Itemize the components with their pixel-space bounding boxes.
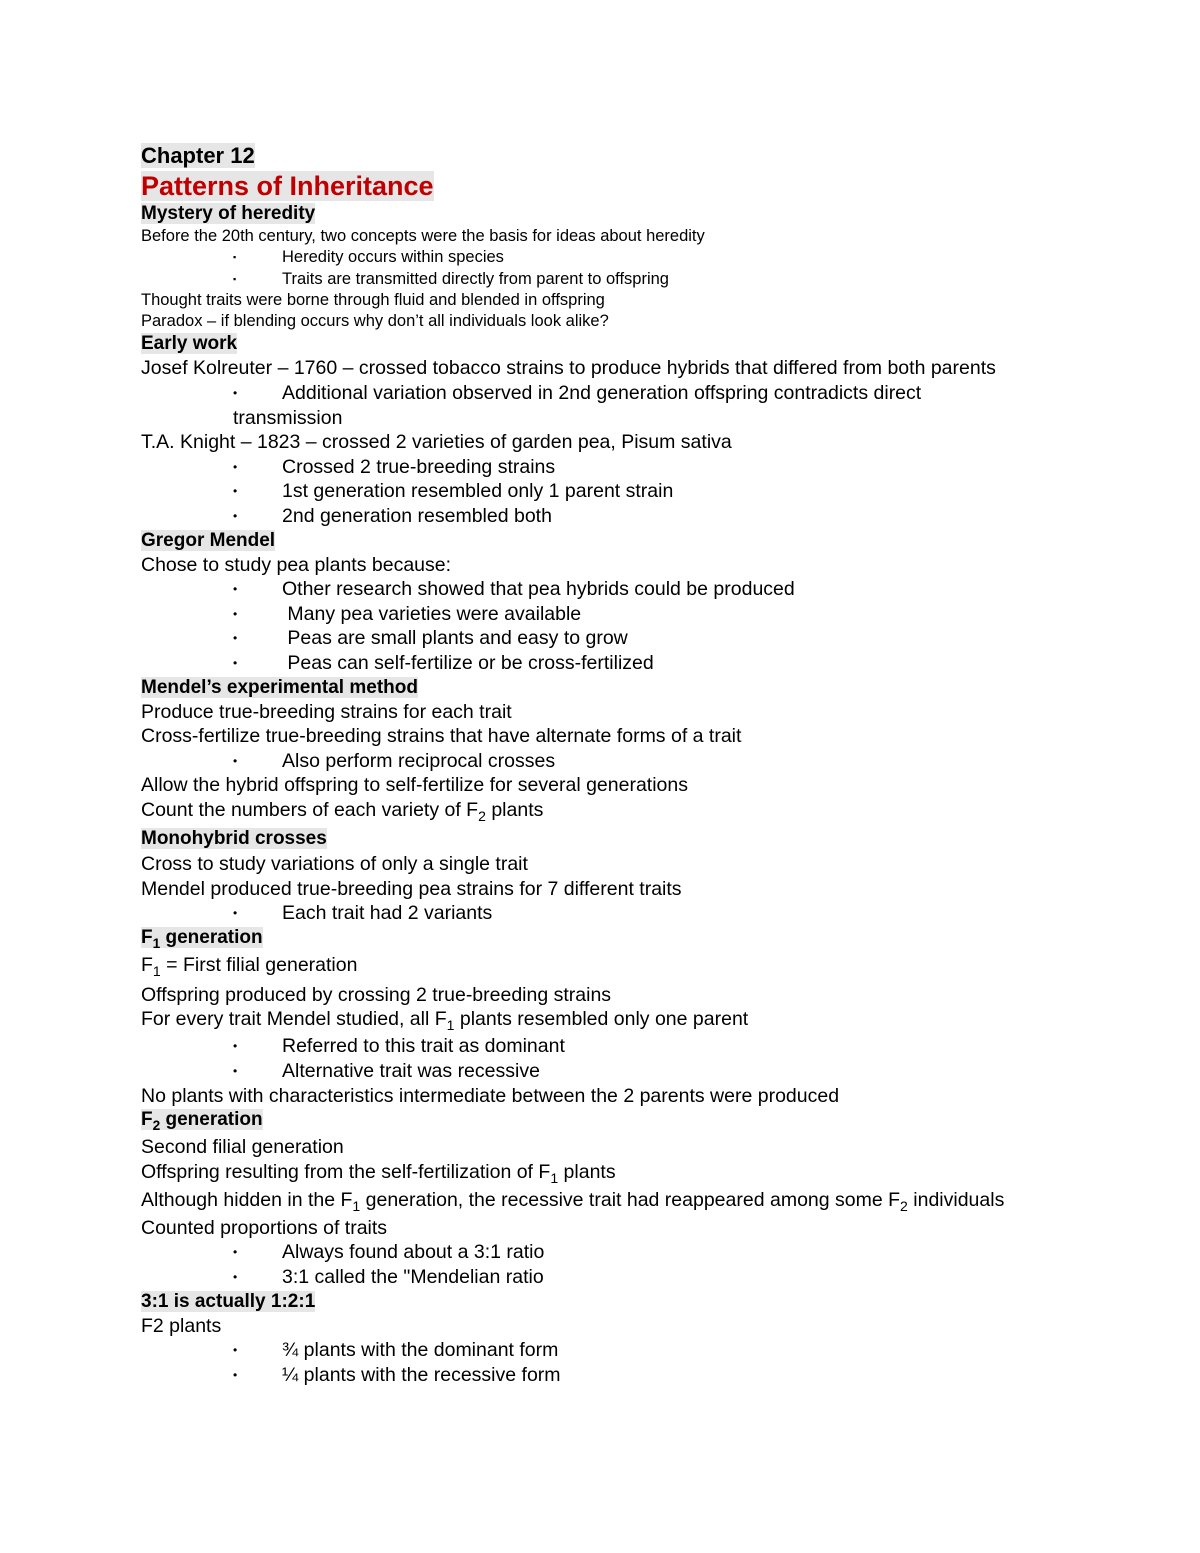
paragraph: Offspring produced by crossing 2 true-breeding strains (141, 983, 612, 1006)
bullet-icon: • (233, 631, 238, 646)
heading-monohybrid-crosses: Monohybrid crosses (141, 827, 327, 849)
paragraph: Paradox – if blending occurs why don’t all individuals look alike? (141, 312, 609, 331)
list-item: • Peas can self-fertilize or be cross-fertilized (233, 652, 654, 675)
paragraph: Count the numbers of each variety of $F_2$ plants (141, 798, 544, 824)
paragraph: Counted proportions of traits (141, 1216, 388, 1239)
bullet-icon: ▪ (233, 252, 237, 263)
paragraph: For every trait Mendel studied, all $F_1$ plants resembled only one parent (141, 1008, 749, 1034)
chapter-title: Patterns of Inheritance (141, 171, 434, 201)
paragraph: Second filial generation (141, 1136, 344, 1159)
list-item: • Alternative trait was recessive (233, 1059, 540, 1082)
bullet-icon: • (233, 1343, 238, 1358)
paragraph: T.A. Knight – 1823 – crossed 2 varieties of garden pea, Pisum sativa (141, 431, 732, 454)
heading-f1-generation: $F_1$ generation (141, 926, 263, 951)
list-item: • Also perform reciprocal crosses (233, 749, 556, 772)
list-item: • Referred to this trait as dominant (233, 1035, 565, 1058)
list-item: • Other research showed that pea hybrids could be produced (233, 578, 795, 601)
list-item: ▪ Heredity occurs within species (141, 247, 1081, 268)
bullet-icon: • (233, 1063, 238, 1078)
list-item: • ¾ plants with the dominant form (233, 1339, 559, 1362)
paragraph: Thought traits were borne through fluid and blended in offspring (141, 290, 605, 309)
bullet-icon: • (233, 1039, 238, 1054)
paragraph: Cross to study variations of only a single trait (141, 852, 528, 875)
bullet-icon: • (233, 509, 238, 524)
heading-gregor-mendel: Gregor Mendel (141, 529, 276, 551)
bullet-icon: • (233, 1269, 238, 1284)
heading-mystery-of-heredity: Mystery of heredity (141, 203, 316, 224)
list-item: • 2nd generation resembled both (233, 505, 552, 528)
list-item-continuation: transmission (233, 406, 343, 429)
paragraph: Chose to study pea plants because: (141, 553, 452, 576)
list-item: • 3:1 called the "Mendelian ratio (233, 1265, 544, 1288)
bullet-icon: • (233, 459, 238, 474)
bullet-icon: • (233, 606, 238, 621)
heading-experimental-method: Mendel’s experimental method (141, 676, 418, 698)
heading-ratio: 3:1 is actually 1:2:1 (141, 1290, 316, 1312)
list-item: • Each trait had 2 variants (233, 902, 493, 925)
bullet-icon: • (233, 1367, 238, 1382)
bullet-icon: • (233, 906, 238, 921)
paragraph: Offspring resulting from the self-fertilization of $F_1$ plants (141, 1160, 616, 1186)
paragraph: Mendel produced true-breeding pea strains for 7 different traits (141, 877, 682, 900)
paragraph: Although hidden in the $F_1$ generation, the recessive trait had reappeared among some $F_2$ individuals (141, 1188, 1005, 1214)
paragraph: Produce true-breeding strains for each trait (141, 700, 512, 723)
heading-early-work: Early work (141, 333, 238, 355)
bullet-icon: • (233, 484, 238, 499)
paragraph: Josef Kolreuter – 1760 – crossed tobacco strains to produce hybrids that differed from both parents (141, 357, 996, 380)
list-item: • 1st generation resembled only 1 parent strain (233, 480, 674, 503)
paragraph: Before the 20th century, two concepts were the basis for ideas about heredity (141, 227, 705, 245)
chapter-label: Chapter 12 (141, 143, 255, 168)
bullet-icon: • (233, 582, 238, 597)
heading-f2-generation: $F_2$ generation (141, 1109, 263, 1133)
paragraph: $F_1$ = First filial generation (141, 953, 358, 979)
list-item: • ¼ plants with the recessive form (233, 1363, 561, 1386)
list-item: ▪ Traits are transmitted directly from parent to offspring (141, 269, 1081, 290)
paragraph: Cross-fertilize true-breeding strains that have alternate forms of a trait (141, 725, 742, 748)
list-item: • Crossed 2 true-breeding strains (233, 455, 556, 478)
list-item: • Peas are small plants and easy to grow (233, 627, 628, 650)
paragraph: Allow the hybrid offspring to self-fertilize for several generations (141, 774, 688, 797)
paragraph: No plants with characteristics intermediate between the 2 parents were produced (141, 1084, 840, 1107)
bullet-icon: • (233, 656, 238, 671)
bullet-icon: • (233, 1245, 238, 1260)
bullet-icon: ▪ (233, 273, 237, 284)
list-item: • Many pea varieties were available (233, 602, 582, 625)
list-item: • Additional variation observed in 2nd generation offspring contradicts direct (233, 382, 922, 405)
document-page (141, 142, 1081, 1387)
paragraph: F2 plants (141, 1314, 222, 1337)
bullet-icon: • (233, 386, 238, 401)
list-item: • Always found about a 3:1 ratio (233, 1241, 545, 1264)
bullet-icon: • (233, 753, 238, 768)
